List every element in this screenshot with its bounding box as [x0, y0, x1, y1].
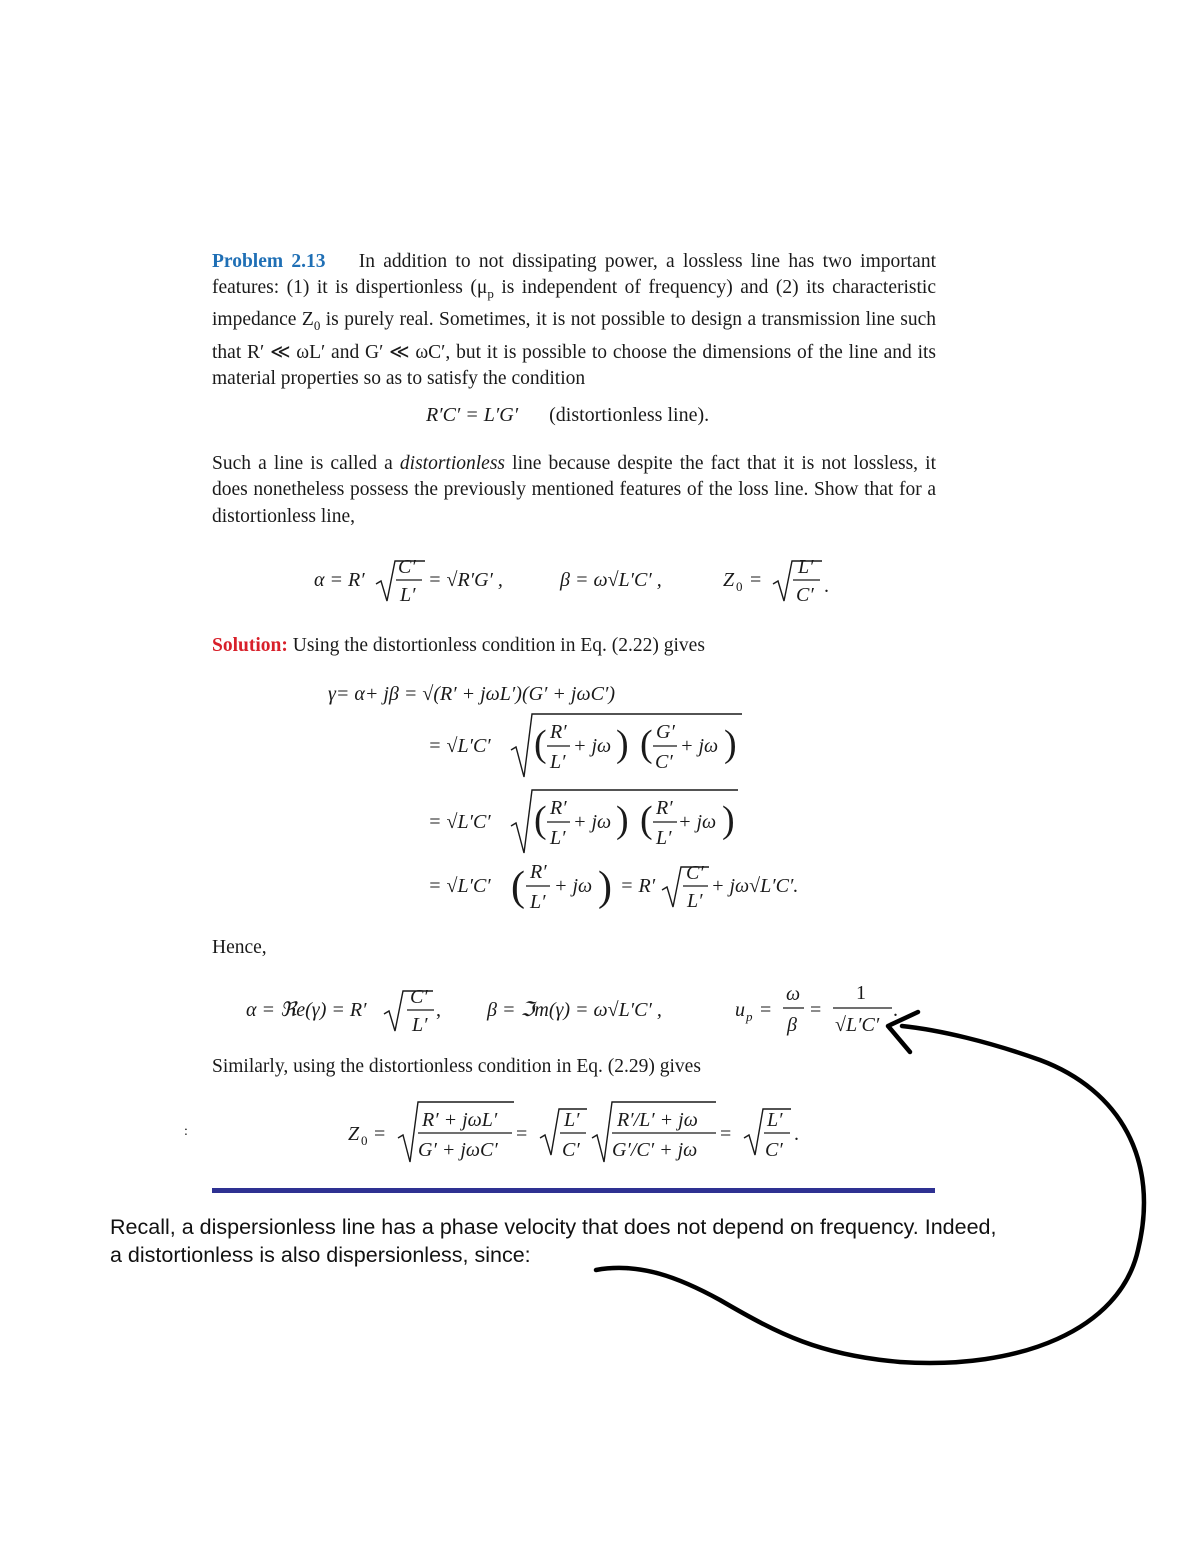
- z-subscript: 0: [313, 318, 321, 334]
- gamma-line-4: [428, 861, 798, 913]
- show-z0-sub: 0: [736, 579, 743, 594]
- section-divider: [212, 1188, 935, 1193]
- svg-text:): ): [722, 799, 735, 841]
- show-alpha-den: L′: [400, 584, 416, 606]
- show-alpha-equation: [314, 556, 503, 606]
- l2-f1-num: R′: [550, 721, 567, 743]
- problem-line-2b: is independent of frequency) and (2) its: [493, 277, 825, 299]
- l4-f1-num: R′: [530, 861, 547, 883]
- problem-line-3: characteristic impedance Z: [212, 277, 936, 331]
- show-z0-den: C′: [796, 584, 814, 606]
- l4-f1-den: L′: [530, 891, 546, 913]
- condition-note: (distortionless line).: [549, 404, 710, 426]
- show-z0-lhs: Z: [723, 569, 735, 591]
- z0-f2-den: C′: [562, 1139, 580, 1161]
- z0-f4-den: C′: [765, 1139, 783, 1161]
- handwritten-note: [110, 1213, 1110, 1269]
- svg-text:): ): [724, 723, 737, 765]
- para2-emphasis: distortionless: [399, 453, 506, 474]
- hence-text: Hence,: [212, 937, 267, 958]
- problem-line-5: dimensions of the line and its material properties so as to satisfy the condition: [212, 341, 936, 389]
- svg-text:(: (: [640, 799, 653, 841]
- show-z0-num: L′: [798, 556, 814, 578]
- note-line-2: a distortionless is also dispersionless, since:: [110, 1243, 531, 1267]
- gamma-line-1: γ= α+ jβ = √(R′ + jωL′)(G′ + jωC′): [328, 683, 615, 705]
- l3-f2-num: R′: [656, 797, 673, 819]
- problem-line-4: a transmission line such that R′ ≪ ωL′ and G′ ≪ ωC′, but it is possible to choose the: [212, 309, 936, 363]
- show-z0-eq: =: [750, 569, 762, 591]
- svg-text:(: (: [534, 799, 547, 841]
- l4-frac-num: C′: [686, 862, 704, 884]
- show-alpha-mid: = √R′G′ ,: [428, 569, 503, 591]
- condition-expr: R′C′ = L′G′: [426, 404, 519, 426]
- l2-jw-2: + jω: [680, 735, 719, 757]
- svg-text:=: =: [720, 1123, 732, 1145]
- up-num2: 1: [856, 982, 866, 1004]
- svg-text:(: (: [534, 723, 547, 765]
- gamma-line-4-sqrt: = √L′C′: [428, 875, 491, 897]
- l4-end: + jω√L′C′.: [711, 875, 799, 897]
- svg-text:,: ,: [436, 999, 441, 1021]
- re-den: L′: [412, 1014, 428, 1036]
- l3-f1-den: L′: [550, 827, 566, 849]
- z0-f1-den: G′ + jωC′: [418, 1139, 498, 1161]
- problem-line-3b: is purely real. Sometimes, it is not possible to design: [320, 309, 742, 331]
- z0-lhs: Z: [348, 1123, 360, 1145]
- l3-jw-2: + jω: [678, 811, 717, 833]
- z0-f4-num: L′: [767, 1109, 783, 1131]
- l2-f2-den: C′: [655, 751, 673, 773]
- z0-sub: 0: [361, 1133, 368, 1148]
- svg-text:): ): [616, 799, 629, 841]
- mu-subscript: p: [487, 286, 494, 302]
- l3-f1-num: R′: [550, 797, 567, 819]
- re-num: C′: [410, 986, 428, 1008]
- l4-jw: + jω: [554, 875, 593, 897]
- svg-text:=: =: [516, 1123, 528, 1145]
- problem-heading: Problem 2.13: [212, 251, 326, 272]
- svg-text:): ): [616, 723, 629, 765]
- svg-text:(: (: [640, 723, 653, 765]
- svg-text:=: =: [760, 999, 772, 1021]
- para2-text-b: line because despite the fact that it is not lossless, it does nonetheless possess the previously mentioned features of the loss line. Show that for a distortionless line,: [212, 453, 936, 527]
- up-den2: √L′C′: [835, 1014, 880, 1036]
- re-equation: [246, 986, 441, 1036]
- re-lhs: α = ℜe(γ) = R′: [246, 999, 367, 1021]
- z0-f3-num: R′/L′ + jω: [617, 1109, 698, 1131]
- problem-line-2: features: (1) it is dispertionless (μ: [212, 277, 488, 299]
- l3-jw-1: + jω: [573, 811, 612, 833]
- svg-text:.: .: [824, 575, 829, 597]
- show-z0-equation: [723, 556, 829, 606]
- solution-intro-text: Using the distortionless condition in Eq. (2.22) gives: [292, 635, 705, 656]
- note-line-1: Recall, a dispersionless line has a phase velocity that does not depend on frequency. Indeed,: [110, 1215, 997, 1239]
- z0-f2-num: L′: [564, 1109, 580, 1131]
- show-alpha-num: C′: [398, 556, 416, 578]
- z0-f3-den: G′/C′ + jω: [612, 1139, 698, 1161]
- up-equation: [735, 982, 898, 1036]
- up-num: ω: [786, 983, 801, 1005]
- gamma-line-2: [428, 714, 742, 777]
- up-lhs: u: [735, 999, 745, 1021]
- z0-f1-num: R′ + jωL′: [422, 1109, 498, 1131]
- up-den: β: [787, 1014, 797, 1036]
- problem-line-1: In addition to not dissipating power, a lossless line has two important: [358, 251, 936, 272]
- gamma-line-3: [428, 790, 738, 853]
- svg-text:.: .: [893, 999, 898, 1021]
- l4-frac-den: L′: [687, 890, 703, 912]
- svg-text:): ): [598, 864, 612, 910]
- l2-jw-1: + jω: [573, 735, 612, 757]
- show-alpha-lhs: α = R′: [314, 569, 365, 591]
- gamma-line-2-sqrt: = √L′C′: [428, 735, 491, 757]
- stray-colon: :: [184, 1124, 188, 1139]
- svg-text:=: =: [810, 999, 822, 1021]
- l2-f1-den: L′: [550, 751, 566, 773]
- l3-f2-den: L′: [656, 827, 672, 849]
- solution-intro: [212, 633, 936, 659]
- svg-text:.: .: [794, 1123, 799, 1145]
- para2-text-a: Such a line is called a: [212, 453, 400, 474]
- up-sub: p: [746, 1009, 753, 1024]
- im-equation: β = ℑm(γ) = ω√L′C′ ,: [487, 999, 662, 1021]
- l2-f2-num: G′: [656, 721, 675, 743]
- gamma-line-3-sqrt: = √L′C′: [428, 811, 491, 833]
- l4-tail: = R′: [620, 875, 656, 897]
- solution-label: Solution:: [212, 635, 288, 656]
- similarly-text: Similarly, using the distortionless condition in Eq. (2.29) gives: [212, 1056, 701, 1077]
- z0-equation: [348, 1102, 799, 1162]
- svg-text:(: (: [511, 864, 525, 910]
- svg-text:=: =: [374, 1123, 386, 1145]
- show-beta-equation: β = ω√L′C′ ,: [560, 569, 662, 591]
